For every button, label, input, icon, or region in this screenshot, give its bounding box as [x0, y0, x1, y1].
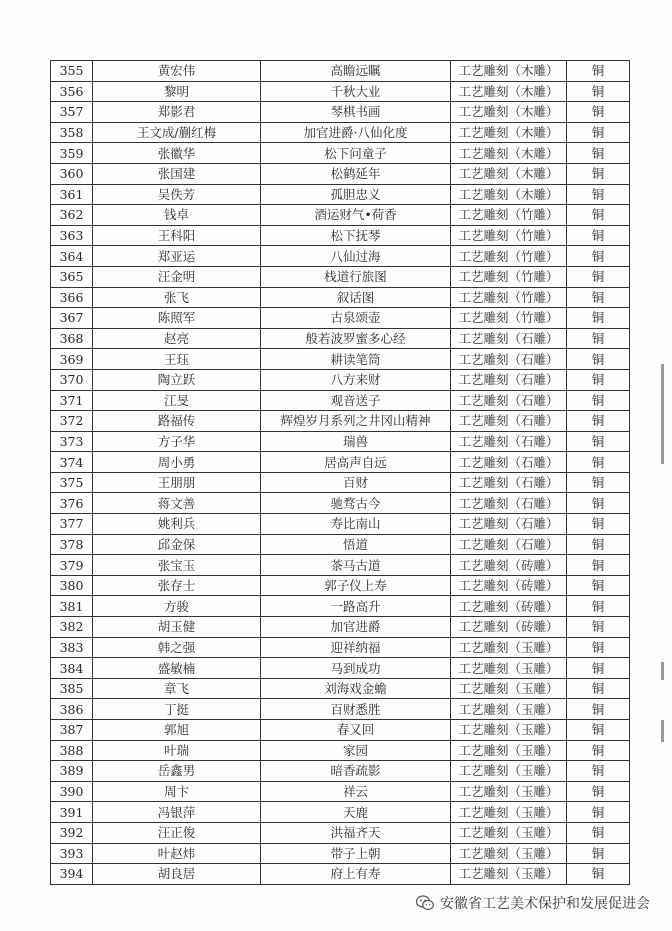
cell-number: 386 [51, 699, 93, 720]
cell-award: 铜 [567, 369, 630, 390]
cell-name: 岳鑫男 [93, 761, 261, 782]
cell-category: 工艺雕刻（石雕） [451, 369, 567, 390]
cell-number: 376 [51, 493, 93, 514]
cell-category: 工艺雕刻（玉雕） [451, 658, 567, 679]
table-row [51, 61, 630, 82]
cell-work-title: 高瞻远瞩 [261, 61, 451, 82]
cell-work-title: 八仙过海 [261, 246, 451, 267]
table-row [51, 431, 630, 452]
cell-work-title: 叙话图 [261, 287, 451, 308]
cell-work-title: 松下问童子 [261, 143, 451, 164]
table-row [51, 390, 630, 411]
cell-name: 胡良居 [93, 864, 261, 885]
cell-category: 工艺雕刻（石雕） [451, 514, 567, 535]
cell-award: 铜 [567, 184, 630, 205]
cell-name: 王科阳 [93, 225, 261, 246]
table-row [51, 472, 630, 493]
table-row [51, 122, 630, 143]
cell-name: 王珏 [93, 349, 261, 370]
table-row [51, 637, 630, 658]
cell-number: 385 [51, 678, 93, 699]
cell-award: 铜 [567, 617, 630, 638]
cell-category: 工艺雕刻（玉雕） [451, 822, 567, 843]
cell-name: 胡玉健 [93, 617, 261, 638]
cell-name: 郑亚运 [93, 246, 261, 267]
cell-work-title: 松鹤延年 [261, 163, 451, 184]
cell-number: 363 [51, 225, 93, 246]
cell-category: 工艺雕刻（玉雕） [451, 843, 567, 864]
table-row [51, 596, 630, 617]
cell-work-title: 一路高升 [261, 596, 451, 617]
cell-number: 356 [51, 81, 93, 102]
cell-name: 邱金保 [93, 534, 261, 555]
table-row [51, 822, 630, 843]
cell-category: 工艺雕刻（竹雕） [451, 246, 567, 267]
table-row [51, 452, 630, 473]
cell-work-title: 百财悉胜 [261, 699, 451, 720]
cell-name: 张徽华 [93, 143, 261, 164]
cell-number: 365 [51, 266, 93, 287]
cell-number: 366 [51, 287, 93, 308]
cell-name: 张宝玉 [93, 555, 261, 576]
cell-name: 蒋文善 [93, 493, 261, 514]
table-row [51, 658, 630, 679]
cell-number: 383 [51, 637, 93, 658]
cell-category: 工艺雕刻（砖雕） [451, 596, 567, 617]
cell-name: 张存士 [93, 575, 261, 596]
cell-number: 368 [51, 328, 93, 349]
cell-category: 工艺雕刻（玉雕） [451, 864, 567, 885]
cell-number: 373 [51, 431, 93, 452]
table-row [51, 143, 630, 164]
table-row [51, 864, 630, 885]
table-row [51, 514, 630, 535]
table-row [51, 287, 630, 308]
cell-work-title: 寿比南山 [261, 514, 451, 535]
cell-number: 379 [51, 555, 93, 576]
cell-name: 汪金明 [93, 266, 261, 287]
cell-award: 铜 [567, 658, 630, 679]
cell-category: 工艺雕刻（石雕） [451, 431, 567, 452]
cell-category: 工艺雕刻（竹雕） [451, 205, 567, 226]
cell-category: 工艺雕刻（砖雕） [451, 575, 567, 596]
cell-work-title: 百财 [261, 472, 451, 493]
cell-name: 王文成/蒯红梅 [93, 122, 261, 143]
cell-number: 360 [51, 163, 93, 184]
cell-category: 工艺雕刻（石雕） [451, 472, 567, 493]
cell-number: 388 [51, 740, 93, 761]
cell-category: 工艺雕刻（玉雕） [451, 678, 567, 699]
cell-award: 铜 [567, 740, 630, 761]
cell-number: 392 [51, 822, 93, 843]
cell-work-title: 祥云 [261, 781, 451, 802]
cell-number: 358 [51, 122, 93, 143]
table-row [51, 720, 630, 741]
cell-award: 铜 [567, 246, 630, 267]
table-row [51, 411, 630, 432]
cell-category: 工艺雕刻（石雕） [451, 534, 567, 555]
cell-category: 工艺雕刻（木雕） [451, 61, 567, 82]
table-row [51, 225, 630, 246]
cell-name: 陈照军 [93, 308, 261, 329]
cell-number: 394 [51, 864, 93, 885]
cell-work-title: 天鹿 [261, 802, 451, 823]
cell-number: 364 [51, 246, 93, 267]
cell-category: 工艺雕刻（玉雕） [451, 781, 567, 802]
cell-award: 铜 [567, 637, 630, 658]
cell-work-title: 加官进爵·八仙化度 [261, 122, 451, 143]
cell-work-title: 驰骛古今 [261, 493, 451, 514]
cell-award: 铜 [567, 102, 630, 123]
table-row [51, 349, 630, 370]
cell-award: 铜 [567, 163, 630, 184]
cell-award: 铜 [567, 452, 630, 473]
cell-category: 工艺雕刻（玉雕） [451, 699, 567, 720]
table-row [51, 555, 630, 576]
cell-work-title: 千秋大业 [261, 81, 451, 102]
cell-name: 叶瑞 [93, 740, 261, 761]
cell-award: 铜 [567, 802, 630, 823]
cell-work-title: 八方来财 [261, 369, 451, 390]
cell-name: 郑影君 [93, 102, 261, 123]
cell-work-title: 琴棋书画 [261, 102, 451, 123]
table-row [51, 184, 630, 205]
cell-work-title: 松下抚琴 [261, 225, 451, 246]
cell-number: 378 [51, 534, 93, 555]
cell-category: 工艺雕刻（竹雕） [451, 308, 567, 329]
cell-award: 铜 [567, 61, 630, 82]
cell-work-title: 酒运财气•荷香 [261, 205, 451, 226]
cell-category: 工艺雕刻（玉雕） [451, 761, 567, 782]
cell-number: 390 [51, 781, 93, 802]
cell-work-title: 耕读笔筒 [261, 349, 451, 370]
table-row [51, 266, 630, 287]
cell-category: 工艺雕刻（竹雕） [451, 225, 567, 246]
cell-category: 工艺雕刻（木雕） [451, 163, 567, 184]
cell-work-title: 郭子仪上寿 [261, 575, 451, 596]
table-row [51, 761, 630, 782]
cell-category: 工艺雕刻（木雕） [451, 102, 567, 123]
cell-award: 铜 [567, 390, 630, 411]
cell-award: 铜 [567, 205, 630, 226]
cell-name: 张国建 [93, 163, 261, 184]
cell-category: 工艺雕刻（石雕） [451, 349, 567, 370]
cell-work-title: 孤胆忠义 [261, 184, 451, 205]
table-row [51, 369, 630, 390]
cell-name: 周小勇 [93, 452, 261, 473]
cell-number: 382 [51, 617, 93, 638]
cell-category: 工艺雕刻（木雕） [451, 184, 567, 205]
cell-name: 郭旭 [93, 720, 261, 741]
cell-award: 铜 [567, 864, 630, 885]
cell-name: 王朋朋 [93, 472, 261, 493]
cell-work-title: 加官进爵 [261, 617, 451, 638]
cell-award: 铜 [567, 843, 630, 864]
cell-award: 铜 [567, 534, 630, 555]
cell-award: 铜 [567, 761, 630, 782]
cell-category: 工艺雕刻（玉雕） [451, 740, 567, 761]
cell-award: 铜 [567, 349, 630, 370]
cell-name: 盛敏楠 [93, 658, 261, 679]
cell-award: 铜 [567, 411, 630, 432]
cell-category: 工艺雕刻（砖雕） [451, 555, 567, 576]
cell-category: 工艺雕刻（木雕） [451, 143, 567, 164]
cell-number: 371 [51, 390, 93, 411]
cell-name: 方骏 [93, 596, 261, 617]
cell-name: 方子华 [93, 431, 261, 452]
cell-work-title: 府上有寿 [261, 864, 451, 885]
cell-work-title: 古泉颂壶 [261, 308, 451, 329]
cell-category: 工艺雕刻（石雕） [451, 390, 567, 411]
cell-category: 工艺雕刻（玉雕） [451, 802, 567, 823]
cell-name: 钱卓 [93, 205, 261, 226]
cell-category: 工艺雕刻（竹雕） [451, 266, 567, 287]
cell-number: 389 [51, 761, 93, 782]
table-row [51, 328, 630, 349]
table-row [51, 740, 630, 761]
cell-award: 铜 [567, 720, 630, 741]
cell-award: 铜 [567, 431, 630, 452]
cell-name: 赵亮 [93, 328, 261, 349]
cell-name: 张飞 [93, 287, 261, 308]
cell-category: 工艺雕刻（石雕） [451, 411, 567, 432]
cell-work-title: 洪福齐天 [261, 822, 451, 843]
cell-work-title: 观音送子 [261, 390, 451, 411]
cell-number: 369 [51, 349, 93, 370]
cell-name: 韩之强 [93, 637, 261, 658]
watermark [416, 893, 650, 913]
cell-award: 铜 [567, 781, 630, 802]
cell-number: 370 [51, 369, 93, 390]
cell-number: 372 [51, 411, 93, 432]
cell-award: 铜 [567, 266, 630, 287]
cell-work-title: 马到成功 [261, 658, 451, 679]
cell-number: 393 [51, 843, 93, 864]
cell-name: 叶赵炜 [93, 843, 261, 864]
table-row [51, 699, 630, 720]
cell-number: 380 [51, 575, 93, 596]
watermark-text: 安徽省工艺美术保护和发展促进会 [440, 896, 650, 912]
cell-name: 吴佚芳 [93, 184, 261, 205]
cell-award: 铜 [567, 699, 630, 720]
table-row [51, 802, 630, 823]
cell-award: 铜 [567, 493, 630, 514]
cell-number: 375 [51, 472, 93, 493]
cell-work-title: 家园 [261, 740, 451, 761]
table-row [51, 678, 630, 699]
cell-work-title: 瑞兽 [261, 431, 451, 452]
cell-number: 361 [51, 184, 93, 205]
cell-category: 工艺雕刻（竹雕） [451, 287, 567, 308]
cell-name: 黎明 [93, 81, 261, 102]
cell-award: 铜 [567, 122, 630, 143]
cell-work-title: 辉煌岁月系列之井冈山精神 [261, 411, 451, 432]
table-row [51, 81, 630, 102]
award-list-body [51, 61, 630, 885]
cell-name: 江旻 [93, 390, 261, 411]
cell-work-title: 居高声自远 [261, 452, 451, 473]
cell-number: 384 [51, 658, 93, 679]
cell-category: 工艺雕刻（玉雕） [451, 720, 567, 741]
cell-award: 铜 [567, 225, 630, 246]
table-row [51, 493, 630, 514]
award-list-table [50, 60, 630, 885]
cell-name: 黄宏伟 [93, 61, 261, 82]
cell-work-title: 栈道行旅图 [261, 266, 451, 287]
cell-category: 工艺雕刻（木雕） [451, 122, 567, 143]
page-edge-stamp-mark-lower [656, 660, 668, 780]
cell-category: 工艺雕刻（石雕） [451, 493, 567, 514]
cell-award: 铜 [567, 328, 630, 349]
cell-award: 铜 [567, 596, 630, 617]
cell-name: 周卞 [93, 781, 261, 802]
cell-name: 汪正俊 [93, 822, 261, 843]
cell-work-title: 带子上朝 [261, 843, 451, 864]
cell-number: 359 [51, 143, 93, 164]
table-row [51, 843, 630, 864]
cell-number: 357 [51, 102, 93, 123]
cell-category: 工艺雕刻（木雕） [451, 81, 567, 102]
cell-work-title: 暗香疏影 [261, 761, 451, 782]
table-row [51, 575, 630, 596]
cell-award: 铜 [567, 143, 630, 164]
cell-award: 铜 [567, 308, 630, 329]
cell-name: 陶立跃 [93, 369, 261, 390]
cell-work-title: 般若波罗蜜多心经 [261, 328, 451, 349]
page-edge-stamp-mark [656, 362, 668, 472]
cell-award: 铜 [567, 575, 630, 596]
table-row [51, 205, 630, 226]
cell-category: 工艺雕刻（石雕） [451, 328, 567, 349]
cell-work-title: 悟道 [261, 534, 451, 555]
table-row [51, 102, 630, 123]
cell-number: 381 [51, 596, 93, 617]
table-row [51, 246, 630, 267]
cell-name: 姚利兵 [93, 514, 261, 535]
cell-number: 374 [51, 452, 93, 473]
cell-award: 铜 [567, 822, 630, 843]
cell-number: 367 [51, 308, 93, 329]
cell-award: 铜 [567, 81, 630, 102]
cell-category: 工艺雕刻（玉雕） [451, 637, 567, 658]
cell-number: 362 [51, 205, 93, 226]
cell-award: 铜 [567, 555, 630, 576]
cell-work-title: 迎祥纳福 [261, 637, 451, 658]
cell-award: 铜 [567, 678, 630, 699]
cell-category: 工艺雕刻（石雕） [451, 452, 567, 473]
cell-name: 路福传 [93, 411, 261, 432]
table-row [51, 308, 630, 329]
cell-work-title: 春又回 [261, 720, 451, 741]
cell-work-title: 刘海戏金蟾 [261, 678, 451, 699]
cell-number: 387 [51, 720, 93, 741]
cell-award: 铜 [567, 287, 630, 308]
cell-number: 377 [51, 514, 93, 535]
cell-name: 冯银萍 [93, 802, 261, 823]
table-row [51, 781, 630, 802]
table-row [51, 534, 630, 555]
table-row [51, 163, 630, 184]
cell-name: 丁挺 [93, 699, 261, 720]
cell-award: 铜 [567, 514, 630, 535]
cell-category: 工艺雕刻（砖雕） [451, 617, 567, 638]
cell-award: 铜 [567, 472, 630, 493]
cell-number: 391 [51, 802, 93, 823]
cell-number: 355 [51, 61, 93, 82]
table-row [51, 617, 630, 638]
cell-name: 章飞 [93, 678, 261, 699]
wechat-icon [416, 895, 434, 911]
cell-work-title: 茶马古道 [261, 555, 451, 576]
